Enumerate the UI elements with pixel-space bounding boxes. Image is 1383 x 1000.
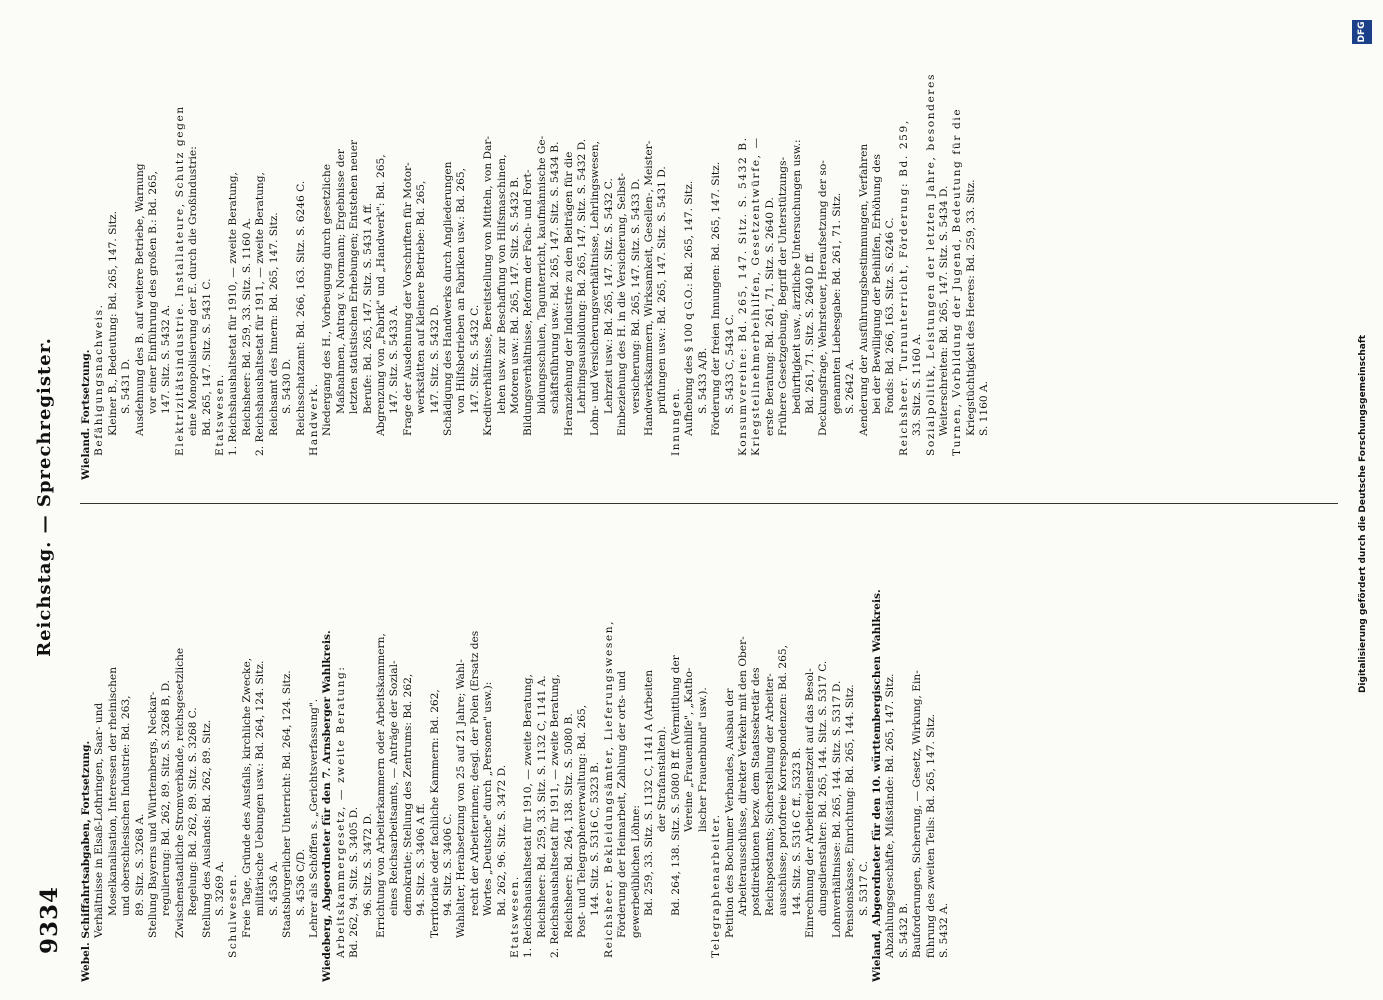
digitization-credit: Digitalisierung gefördert durch die Deutsche Forschungsgemeinschaft: [1358, 334, 1368, 694]
index-line: 144. Sitz. S. 5316 C, 5323 B.: [589, 761, 602, 916]
index-line: Schulwesen.: [227, 872, 240, 958]
index-line: Bd. 262, 94. Sitz. S. 3405 D.: [348, 806, 361, 958]
index-line: Arbeitskammergesetz, — zweite Beratung:: [334, 665, 347, 958]
index-line: 94. Sitz. S. 3406 A ff.: [415, 803, 428, 916]
index-line: Kreditverhältnisse, Bereitstellung von Mitteln, von Dar-: [482, 136, 495, 436]
index-line: dungsdienstalter: Bd. 265, 144. Sitz. S. 5317 C.: [817, 660, 830, 916]
page-footer: [1350, 20, 1376, 980]
index-line: S. 4536 A.: [267, 861, 280, 916]
index-line: demokratie; Stellung des Zentrums: Bd. 262,: [401, 673, 414, 916]
index-line: Einbeziehung des H. in die Versicherung, Selbst-: [616, 172, 629, 436]
index-line: Territoriale oder fachliche Kammern: Bd. 262,: [428, 689, 441, 938]
index-line: Reichsheer: Bd. 259, 33. Sitz. S. 1132 C, 1141 A.: [535, 675, 548, 938]
index-line: Zwischenstaatliche Stromverbände, reichsgesetzliche: [173, 647, 186, 938]
index-line: Wiedeberg, Abgeordneter für den 7. Arnsberger Wahlkreis.: [321, 630, 334, 982]
index-line: Handwerk.: [307, 382, 320, 456]
index-line: Deckungsfrage, Wehrsteuer, Heraufsetzung der so-: [817, 160, 830, 436]
index-line: Abgrenzung von „Fabrik" und „Handwerk": Bd. 265,: [374, 154, 387, 436]
index-line: versicherung: Bd. 265, 147. Sitz. S. 5433 D.: [629, 178, 642, 414]
index-line: Moselkanalisation, Interessen der rheinischen: [106, 666, 119, 916]
index-line: 89. Sitz. S. 3268 A.: [133, 813, 146, 916]
index-line: Ausdehnung des B. auf weitere Betriebe, Warnung: [133, 163, 146, 436]
index-line: und oberschlesischen Industrie: Bd. 263,: [120, 695, 133, 916]
index-line: 2. Reichshaushaltsetat für 1911, — zweite Beratung,: [549, 674, 562, 958]
dfg-logo: DFG: [1352, 20, 1372, 44]
index-line: lischer Frauenbund" usw.).: [696, 687, 709, 832]
index-line: 1. Reichshaushaltsetat für 1910, — zweite Beratung,: [227, 172, 240, 456]
index-line: Kleiner B., Bedeutung: Bd. 265, 147. Sitz.: [106, 211, 119, 436]
index-line: Aenderung der Ausführungsbestimmungen, Verfahren: [857, 143, 870, 436]
index-line: Innungen.: [669, 386, 682, 456]
index-line: 144. Sitz. S. 5316 C ff., 5323 B.: [790, 747, 803, 916]
index-line: vor einer Einführung des großen B.: Bd. 265,: [147, 171, 160, 414]
index-line: S. 5317 C.: [857, 860, 870, 916]
index-line: Bd. 261, 71. Sitz. S. 2640 D ff.: [803, 251, 816, 414]
index-line: Reichsamt des Innern: Bd. 265, 147. Sitz.: [267, 212, 280, 436]
index-line: Post- und Telegraphenverwaltung: Bd. 265,: [576, 704, 589, 938]
index-line: Förderung der freien Innungen: Bd. 265, 147. Sitz.: [710, 161, 723, 436]
page-number: 9334: [36, 885, 63, 954]
index-line: Bd. 259, 33. Sitz. S. 1132 C, 1141 A (Arbeiten: [643, 669, 656, 916]
index-line: Einrechnung der Arbeiterdienstzeit auf das Besol-: [803, 668, 816, 938]
index-line: führung des zweiten Teils: Bd. 265, 147. Sitz.: [924, 713, 937, 958]
index-line: Lehrer als Schöffen s. „Gerichtsverfassung".: [307, 698, 320, 938]
index-line: 147. Sitz. S. 5432 A.: [160, 304, 173, 414]
index-line: Bd. 264, 138. Sitz. S. 5080 B ff. (Vermittlung der: [669, 655, 682, 916]
index-line: Handwerkskammern, Wirksamkeit, Gesellen-, Meister-: [643, 140, 656, 436]
index-line: Berufe: Bd. 265, 147. Sitz. S. 5431 A ff.: [361, 203, 374, 414]
index-line: recht der Arbeiterinnen; desgl. der Polen (Ersatz des: [468, 630, 481, 916]
index-line: S. 5432 A.: [938, 903, 950, 958]
index-line: S. 3269 A.: [214, 861, 227, 916]
index-line: S. 5433 A/B.: [696, 347, 709, 414]
index-line: Bd. 265, 147. Sitz. S. 5431 C.: [200, 278, 213, 436]
index-line: Maßnahmen, Antrag v. Normann; Ergebnisse der: [334, 149, 347, 414]
index-line: 147. Sitz. S. 5432 D.: [428, 304, 441, 414]
index-line: eine Monopolisierung der E. durch die Großindustrie:: [187, 146, 200, 436]
index-line: Reichsheer: Bd. 259, 33. Sitz. S. 1160 A.: [240, 218, 253, 436]
index-line: S. 5432 B.: [897, 902, 910, 958]
index-line: regulierung: Bd. 262, 89. Sitz. S. 3268 B, D.: [160, 679, 173, 916]
index-line: erste Beratung: Bd. 261, 71. Sitz. S. 2640 D.: [763, 197, 776, 436]
index-line: Aufhebung des § 100 q G.O.: Bd. 265, 147. Sitz.: [683, 180, 696, 436]
index-line: postdirektionen bezw. dem Staatssekretär des: [750, 667, 763, 916]
index-line: Wortes „Deutsche" durch „Personen" usw.):: [482, 681, 495, 916]
index-line: bildungsschulen, Tagunterricht, kaufmännische Ge-: [535, 135, 548, 414]
index-line: Vereine „Frauenhilfe", „Katho-: [683, 667, 696, 832]
index-line: lehen usw. zur Beschaffung von Hilfsmaschinen,: [495, 154, 508, 414]
index-line: Wieland, Abgeordneter für den 10. württembergischen Wahlkreis.: [870, 589, 883, 982]
index-line: Lehrzeit usw.: Bd. 265, 147. Sitz. S. 5432 C.: [602, 178, 615, 414]
index-line: Abzahlungsgeschäfte, Mißstände: Bd. 265, 147. Sitz.: [884, 673, 897, 958]
index-line: 147. Sitz. S. 5432 C.: [468, 304, 481, 414]
index-line: ausschüsse; portofreie Korrespondenzen: Bd. 265,: [777, 644, 790, 916]
index-line: Kriegstüchtigkeit des Heeres: Bd. 259, 33. Sitz.: [964, 179, 977, 436]
index-line: Reichsschatzamt: Bd. 266, 163. Sitz. S. 6246 C.: [294, 180, 307, 436]
index-line: Turnen, Vorbildung der Jugend, Bedeutung für die: [951, 107, 964, 456]
index-line: Elektrizitätsindustrie. Installateure, Schutz gegen: [173, 105, 186, 456]
index-line: werkstätten auf kleinere Betriebe: Bd. 265,: [415, 180, 428, 414]
index-line: Bauforderungen, Sicherung, — Gesetz, Wirkung, Ein-: [911, 670, 924, 958]
index-line: Schädigung des Handwerks durch Angliederungen: [441, 161, 454, 436]
index-line: Errichtung von Arbeiterkammern oder Arbeitskammern,: [374, 633, 387, 938]
index-line: Telegraphenarbeiter.: [710, 813, 723, 958]
left-column: [80, 527, 1338, 982]
index-line: S. 1160 A.: [978, 381, 991, 436]
index-line: Etatswesen.: [509, 875, 521, 958]
index-line: Freie Tage, Gründe des Ausfalls, kirchliche Zwecke,: [240, 657, 253, 938]
index-line: der Strafanstalten).: [656, 726, 669, 832]
index-line: schäftsführung usw.: Bd. 265, 147. Sitz. S. 5434 B.: [549, 141, 562, 414]
index-line: Konsumvereine: Bd. 265, 147. Sitz. S. 5432 B.: [736, 136, 749, 456]
index-line: 1. Reichshaushaltsetat für 1910, — zweite Beratung,: [522, 674, 535, 958]
index-line: Reichsheer: Bd. 264, 138. Sitz. S. 5080 B.: [562, 713, 575, 938]
index-line: Wieland. Fortsetzung.: [80, 349, 92, 480]
index-line: Niedergang des H., Vorbeugung durch gesetzliche: [321, 163, 334, 436]
index-line: von Hilfsbetrieben an Fabriken usw.: Bd. 265,: [455, 167, 468, 414]
index-line: Arbeiterausschüsse, direkter Verkehr mit den Ober-: [736, 636, 749, 916]
index-line: Regelung: Bd. 262, 89. Sitz. S. 3268 C.: [187, 707, 200, 916]
index-line: Fonds: Bd. 266, 163. Sitz. S. 6246 C.: [884, 217, 897, 414]
index-line: Förderung der Heimarbeit, Zahlung der orts- und: [616, 670, 629, 938]
index-line: Heranziehung der Industrie zu den Beiträgen für die: [562, 151, 575, 436]
index-line: Wahlalter, Herabsetzung von 25 auf 21 Jahre; Wahl-: [455, 659, 468, 938]
index-line: Kriegsteilnehmerbeihilfen, Gesetzentwürfe, —: [750, 136, 763, 456]
index-line: Reichsheer. Turnunterricht, Förderung: Bd. 259,: [897, 119, 910, 456]
running-title: Reichstag. — Sprechregister.: [34, 337, 55, 657]
index-line: 2. Reichshaushaltsetat für 1911, — zweite Beratung,: [254, 172, 267, 456]
index-line: Etatswesen.: [214, 373, 227, 456]
index-line: genannten Liebesgabe: Bd. 261, 71. Sitz.: [830, 192, 843, 414]
index-line: Lohn- und Versicherungsverhältnisse, Lehrlingswesen,: [589, 140, 602, 436]
index-line: Verhältnisse in Elsaß-Lothringen, Saar- und: [93, 702, 106, 938]
index-line: Reichspostamts; Sicherstellung der Arbeiter-: [763, 673, 776, 916]
index-line: S. 5433 C, 5434 C.: [723, 314, 736, 414]
index-line: gewerbeüblichen Löhne:: [629, 805, 642, 938]
index-line: 94. Sitz. S. 3406 C.: [441, 813, 454, 916]
index-line: S. 2642 A.: [844, 359, 857, 414]
index-line: Reichsheer. Bekleidungsämter, Lieferungswesen,: [602, 619, 615, 958]
index-line: Frühere Gesetzgebung, Begriff der Unterstützungs-: [777, 156, 790, 436]
index-line: Bd. 262, 96. Sitz. S. 3472 D.: [495, 764, 508, 916]
index-line: Lehrlingsausbildung: Bd. 265, 147. Sitz. S. 5432 D.: [576, 138, 589, 414]
index-line: Befähigungsnachweis.: [93, 303, 106, 456]
index-line: Webel. Schiffahrtsabgaben, Fortsetzung.: [80, 740, 92, 982]
index-line: Pensionskasse, Einrichtung: Bd. 265, 144. Sitz.: [844, 684, 857, 938]
index-line: Stellung Bayerns und Württembergs, Neckar-: [147, 691, 160, 938]
index-line: bedürftigkeit usw., ärztliche Untersuchungen usw.:: [790, 139, 803, 414]
index-line: prüfungen usw.: Bd. 265, 147. Sitz. S. 5431 D.: [656, 166, 669, 414]
index-line: eines Reichsarbeitsamts, — Anträge der Sozial-: [388, 660, 401, 916]
index-line: bei der Bewilligung der Beihilfen, Erhöhung des: [870, 154, 883, 414]
index-line: 96. Sitz. S. 3472 D.: [361, 813, 374, 916]
column-divider: [80, 503, 1338, 504]
right-column: [80, 25, 1338, 480]
index-line: Motoren usw.: Bd. 265, 147. Sitz. S. 5432 B.: [509, 176, 521, 414]
index-line: S. 4536 C/D.: [294, 848, 307, 916]
index-line: S. 5431 D.: [120, 358, 133, 414]
index-line: Frage der Ausdehnung der Vorschriften für Motor-: [401, 162, 414, 436]
index-line: Sozialpolitik, Leistungen der letzten Jahre, besonderes: [924, 73, 937, 456]
index-line: Lohnverhältnisse: Bd. 265, 144. Sitz. S. 5317 D.: [830, 680, 843, 938]
index-line: Staatsbürgerlicher Unterricht: Bd. 264, 124. Sitz.: [281, 670, 294, 938]
index-line: militärische Uebungen usw.: Bd. 264, 124. Sitz.: [254, 660, 267, 916]
index-line: 33. Sitz. S. 1160 A.: [911, 333, 924, 436]
index-line: Bildungsverhältnisse, Reform der Fach- und Fort-: [522, 169, 535, 436]
index-line: 147. Sitz. S. 5433 A.: [388, 304, 401, 414]
index-line: Petition des Bochumer Verbandes, Ausbau der: [723, 688, 736, 938]
index-line: letzten statistischen Erhebungen; Entstehen neuer: [348, 139, 361, 414]
index-line: S. 5430 D.: [281, 358, 294, 414]
index-line: Stellung des Auslands: Bd. 262, 89. Sitz.: [200, 719, 213, 938]
index-line: Weiterschreiten: Bd. 265, 147. Sitz. S. 5434 D.: [938, 185, 950, 436]
